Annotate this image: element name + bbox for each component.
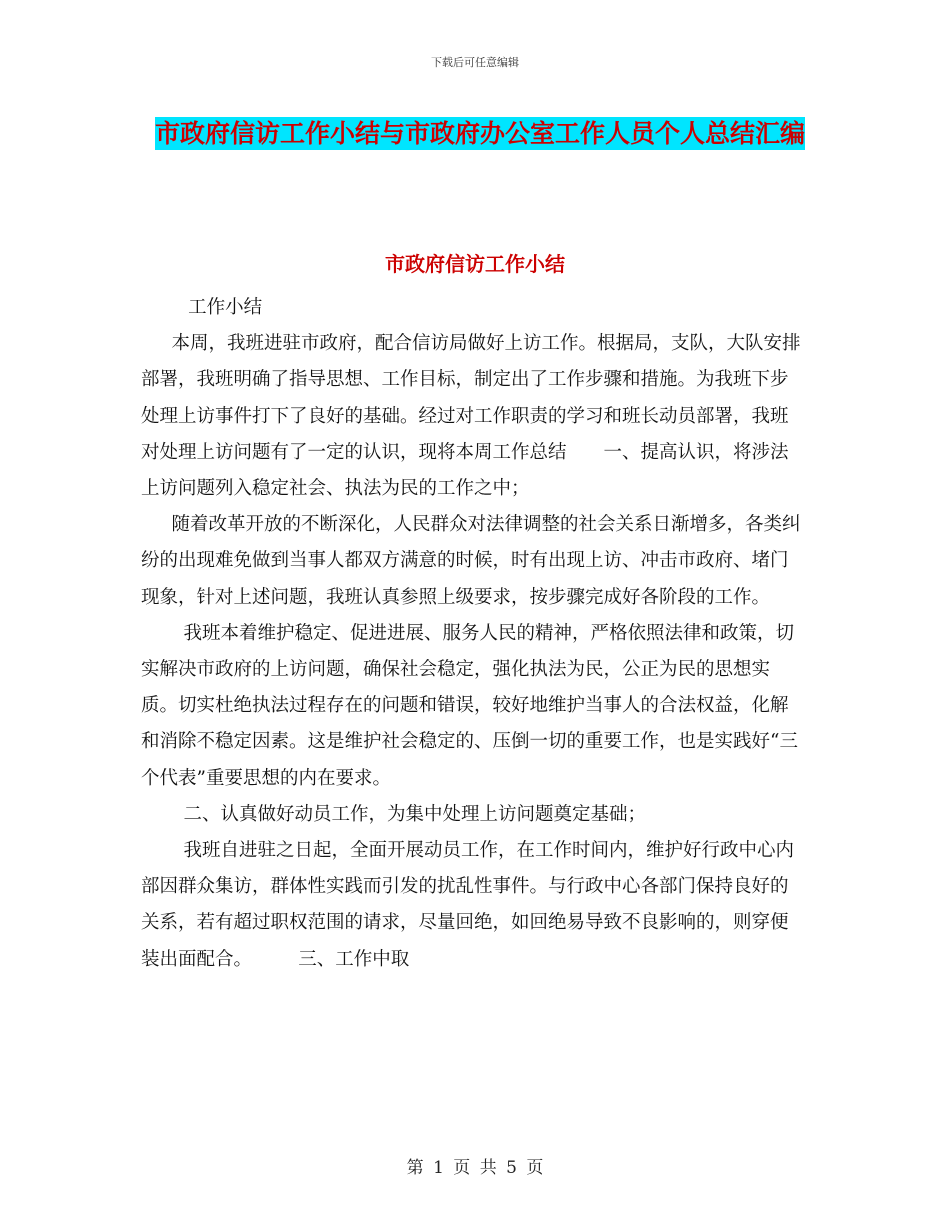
section-title: 市政府信访工作小结 xyxy=(385,252,565,276)
paragraph: 我班自进驻之日起，全面开展动员工作，在工作时间内，维护好行政中心内部因群众集访，群体性实践而引发的扰乱性事件。与行政中心各部门保持良好的关系，若有超过职权范围的请求，尽量回绝，如回绝易导致不良影响的，则穿便装出面配合。 三、工作中取 xyxy=(141,840,795,970)
document-title-text: 市政府信访工作小结与市政府办公室工作人员个人总结汇编 xyxy=(154,119,805,148)
page-number: 第 1 页 共 5 页 xyxy=(406,1158,544,1178)
paragraph: 二、认真做好动员工作，为集中处理上访问题奠定基础； xyxy=(183,803,647,825)
paragraph-subtitle: 工作小结 xyxy=(188,297,263,318)
page-header-note: 下载后可任意编辑 xyxy=(431,56,519,69)
paragraph: 我班本着维护稳定、促进进展、服务人民的精神，严格依照法律和政策，切实解决市政府的上访问题，确保社会稳定，强化执法为民，公正为民的思想实质。切实杜绝执法过程存在的问题和错误，较好地维护当事人的合法权益，化解和消除不稳定因素。这是维护社会稳定的、压倒一切的重要工作，也是实践好“三个代表”重要思想的内在要求。 xyxy=(141,622,798,789)
document-title xyxy=(140,110,820,157)
document-body xyxy=(141,290,801,978)
paragraph: 随着改革开放的不断深化，人民群众对法律调整的社会关系日渐增多，各类纠纷的出现难免做到当事人都双方满意的时候，时有出现上访、冲击市政府、堵门现象，针对上述问题，我班认真参照上级要求，按步骤完成好各阶段的工作。 xyxy=(141,514,801,608)
paragraph: 本周，我班进驻市政府，配合信访局做好上访工作。根据局，支队，大队安排部署，我班明确了指导思想、工作目标，制定出了工作步骤和措施。为我班下步处理上访事件打下了良好的基础。经过对工作职责的学习和班长动员部署，我班对处理上访问题有了一定的认识，现将本周工作总结 一、提高认识，将涉法上访问题列入稳定社会、执法为民的工作之中； xyxy=(141,333,801,500)
